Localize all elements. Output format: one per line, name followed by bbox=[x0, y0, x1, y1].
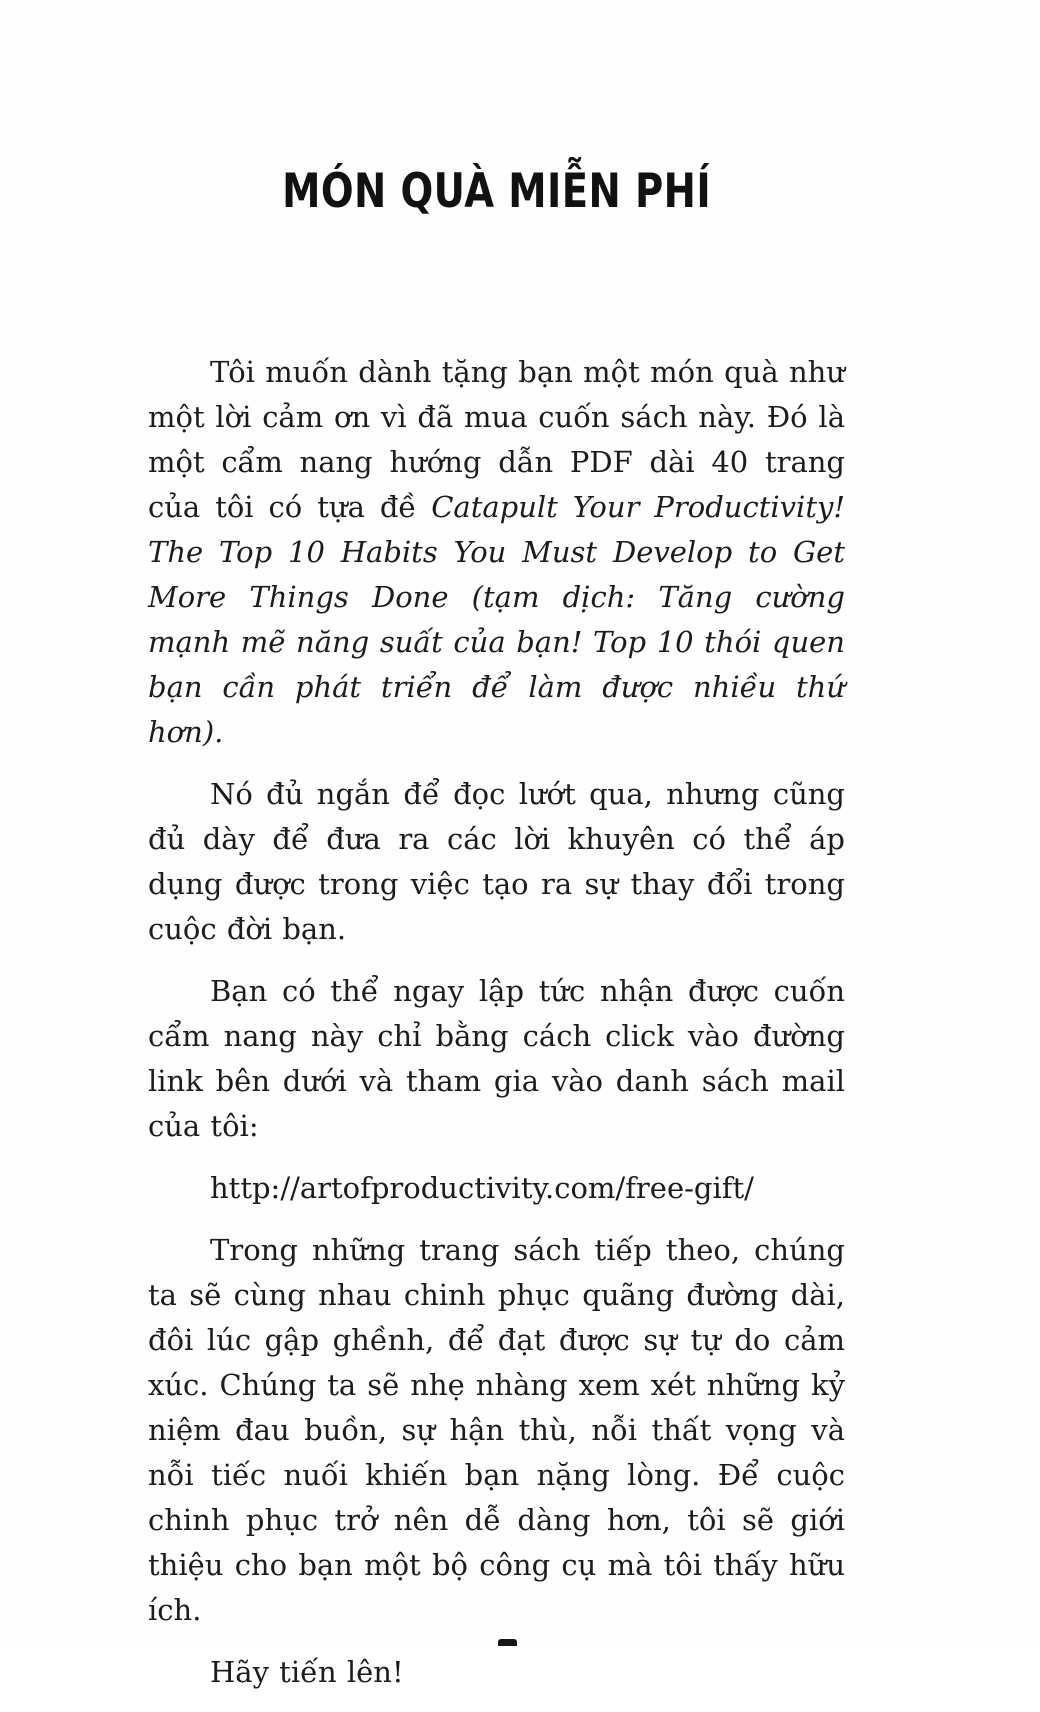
referenced-book-title: Catapult Your Productivity! The Top 10 Habits You Must Develop to Get More Things Done (tạm dịch: Tăng cường mạnh mẽ năng suất của bạn! Top 10 thói quen bạn cần phát triển để làm được nhiều thứ hơn). bbox=[148, 490, 846, 749]
page-edge-artifact bbox=[498, 1639, 517, 1646]
paragraph-gift-intro-text: Tôi muốn dành tặng bạn một món quà như một lời cảm ơn vì đã mua cuốn sách này. Đó là một cẩm nang hướng dẫn PDF dài 40 trang của tôi có tựa đề bbox=[148, 355, 845, 524]
page-title-text: MÓN QUÀ MIỄN PHÍ bbox=[281, 164, 711, 219]
free-gift-link[interactable]: http://artofproductivity.com/free-gift/ bbox=[210, 1171, 754, 1205]
paragraph-how-to-get: Bạn có thể ngay lập tức nhận được cuốn cẩm nang này chỉ bằng cách click vào đường link bên dưới và tham gia vào danh sách mail của tôi: bbox=[148, 974, 845, 1143]
paragraph-journey: Trong những trang sách tiếp theo, chúng ta sẽ cùng nhau chinh phục quãng đường dài, đôi lúc gập ghềnh, để đạt được sự tự do cảm xúc. Chúng ta sẽ nhẹ nhàng xem xét những kỷ niệm đau buồn, sự hận thù, nỗi thất vọng và nỗi tiếc nuối khiến bạn nặng lòng. Để cuộc chinh phục trở nên dễ dàng hơn, tôi sẽ giới thiệu cho bạn một bộ công cụ mà tôi thấy hữu ích. bbox=[148, 1233, 845, 1627]
page-body bbox=[148, 350, 845, 1712]
page-title bbox=[148, 164, 845, 219]
paragraph-guide-length: Nó đủ ngắn để đọc lướt qua, nhưng cũng đủ dày để đưa ra các lời khuyên có thể áp dụng được trong việc tạo ra sự thay đổi trong cuộc đời bạn. bbox=[148, 777, 845, 946]
paragraph-closing: Hãy tiến lên! bbox=[210, 1655, 404, 1689]
paragraph-gift-intro bbox=[148, 350, 845, 755]
